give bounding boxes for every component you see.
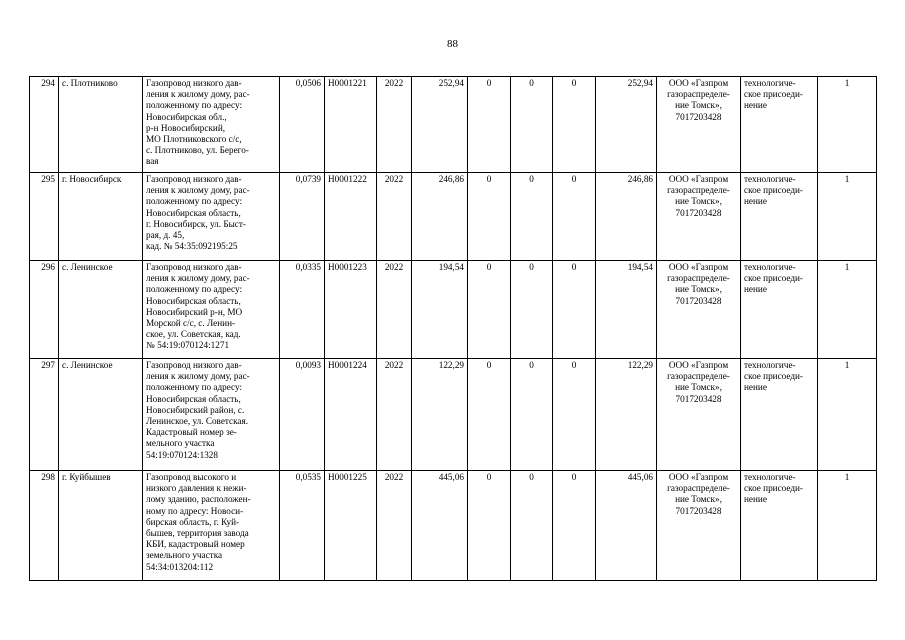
cell-organization-line: ООО «Газпром (668, 262, 729, 272)
cell-purpose-line: нение (744, 196, 767, 207)
cell-amount: 252,94 (596, 77, 657, 173)
cell-purpose-line: технологиче- (744, 174, 796, 184)
cell-description-line: мельного участка (146, 438, 215, 449)
cell-description-line: Новосибирский район, с. (146, 404, 245, 415)
cell-description-line: кад. № 54:35:092195:25 (146, 241, 238, 252)
cell-purpose-line: нение (744, 100, 767, 111)
cell-count: 1 (818, 359, 877, 471)
cell-organization-line: ООО «Газпром (668, 78, 729, 88)
cell-description-line: низкого давления к нежи- (146, 483, 247, 494)
cell-description-line: лому зданию, расположен- (146, 494, 251, 505)
cell-description-line: Новосибирская область, (146, 207, 241, 218)
cell-value-3: 0 (553, 77, 596, 173)
cell-description-line: ления к жилому дому, рас- (146, 371, 250, 382)
cell-settlement: с. Ленинское (59, 261, 143, 359)
table-row (30, 359, 877, 471)
cell-amount: 194,54 (596, 261, 657, 359)
cell-description (143, 173, 280, 261)
cell-settlement: с. Ленинское (59, 359, 143, 471)
cell-organization-line: ООО «Газпром (668, 360, 729, 370)
cell-purpose (741, 359, 818, 471)
cell-value-3: 0 (553, 359, 596, 471)
cell-description-line: положенному по адресу: (146, 196, 243, 207)
cell-description (143, 261, 280, 359)
cell-value-2: 0 (511, 77, 553, 173)
cell-description-line: г. Новосибирск, ул. Быст- (146, 218, 246, 229)
cell-description-line: Ленинское, ул. Советская. (146, 416, 249, 427)
cell-purpose-line: ское присоеди- (744, 89, 803, 100)
cell-description-line: Газопровод высокого и (146, 472, 237, 482)
cell-organization-line: ние Томск», (675, 196, 722, 207)
cell-description-line: Газопровод низкого дав- (146, 78, 242, 88)
cell-length: 0,0506 (280, 77, 325, 173)
cell-description (143, 77, 280, 173)
cell-organization (657, 173, 741, 261)
cell-total: 122,29 (412, 359, 468, 471)
cell-purpose (741, 173, 818, 261)
cell-value-1: 0 (468, 173, 511, 261)
cell-purpose (741, 261, 818, 359)
cell-settlement: г. Куйбышев (59, 471, 143, 581)
cell-description-line: 54:19:070124:1328 (146, 449, 218, 460)
cell-count: 1 (818, 173, 877, 261)
page-number: 88 (447, 38, 458, 50)
cell-code: Н0001225 (325, 471, 377, 581)
cell-description-line: Кадастровый номер зе- (146, 427, 237, 438)
cell-description-line: Новосибирская область, (146, 393, 241, 404)
cell-value-2: 0 (511, 173, 553, 261)
cell-organization (657, 359, 741, 471)
cell-row-number: 294 (30, 77, 59, 173)
cell-description-line: рая, д. 45, (146, 230, 185, 241)
cell-organization (657, 261, 741, 359)
cell-total: 252,94 (412, 77, 468, 173)
cell-row-number: 296 (30, 261, 59, 359)
cell-value-3: 0 (553, 261, 596, 359)
cell-description-line: ское, ул. Советская, кад. (146, 329, 241, 340)
cell-settlement: г. Новосибирск (59, 173, 143, 261)
cell-organization-line: ООО «Газпром (668, 472, 729, 482)
cell-code: Н0001224 (325, 359, 377, 471)
cell-row-number: 295 (30, 173, 59, 261)
cell-description-line: положенному по адресу: (146, 382, 243, 393)
table-row (30, 77, 877, 173)
cell-count: 1 (818, 261, 877, 359)
cell-description (143, 359, 280, 471)
table-row (30, 261, 877, 359)
cell-purpose-line: ское присоеди- (744, 371, 803, 382)
cell-description-line: Новосибирская область, (146, 295, 241, 306)
cell-description-line: бышев, территория завода (146, 528, 249, 539)
cell-value-2: 0 (511, 261, 553, 359)
cell-purpose (741, 471, 818, 581)
cell-total: 445,06 (412, 471, 468, 581)
cell-organization-line: 7017203428 (675, 111, 722, 122)
cell-count: 1 (818, 471, 877, 581)
cell-purpose-line: технологиче- (744, 78, 796, 88)
cell-organization-line: 7017203428 (675, 505, 722, 516)
cell-description-line: Газопровод низкого дав- (146, 360, 242, 370)
cell-value-1: 0 (468, 77, 511, 173)
cell-year: 2022 (377, 173, 412, 261)
cell-organization-line: 7017203428 (675, 295, 722, 306)
cell-purpose-line: технологиче- (744, 472, 796, 482)
cell-year: 2022 (377, 359, 412, 471)
cell-total: 246,86 (412, 173, 468, 261)
cell-row-number: 297 (30, 359, 59, 471)
cell-length: 0,0535 (280, 471, 325, 581)
cell-description-line: Газопровод низкого дав- (146, 174, 242, 184)
cell-description-line: 54:34:013204:112 (146, 561, 214, 572)
cell-description-line: положенному по адресу: (146, 100, 243, 111)
cell-value-1: 0 (468, 471, 511, 581)
cell-total: 194,54 (412, 261, 468, 359)
cell-organization-line: газораспределе- (667, 371, 730, 382)
cell-organization-line: газораспределе- (667, 89, 730, 100)
cell-amount: 246,86 (596, 173, 657, 261)
cell-description-line: ному по адресу: Новоси- (146, 505, 244, 516)
cell-purpose-line: нение (744, 284, 767, 295)
cell-length: 0,0093 (280, 359, 325, 471)
cell-purpose-line: ское присоеди- (744, 185, 803, 196)
cell-description-line: р-н Новосибирский, (146, 122, 226, 133)
table-row (30, 471, 877, 581)
cell-length: 0,0739 (280, 173, 325, 261)
cell-organization-line: ООО «Газпром (668, 174, 729, 184)
cell-description-line: МО Плотниковского с/с, (146, 134, 242, 145)
cell-purpose-line: нение (744, 382, 767, 393)
cell-year: 2022 (377, 261, 412, 359)
cell-description-line: КБИ, кадастровый номер (146, 539, 245, 550)
table-row (30, 173, 877, 261)
cell-value-2: 0 (511, 359, 553, 471)
cell-code: Н0001223 (325, 261, 377, 359)
cell-description-line: Газопровод низкого дав- (146, 262, 242, 272)
cell-value-3: 0 (553, 173, 596, 261)
cell-count: 1 (818, 77, 877, 173)
cell-row-number: 298 (30, 471, 59, 581)
cell-description-line: ления к жилому дому, рас- (146, 89, 250, 100)
cell-organization (657, 471, 741, 581)
cell-description-line: Новосибирский р-н, МО (146, 306, 243, 317)
cell-description (143, 471, 280, 581)
cell-amount: 122,29 (596, 359, 657, 471)
cell-description-line: Морской с/с, с. Ленин- (146, 318, 236, 329)
cell-value-3: 0 (553, 471, 596, 581)
cell-purpose-line: ское присоеди- (744, 273, 803, 284)
cell-organization-line: газораспределе- (667, 273, 730, 284)
cell-purpose-line: ское присоеди- (744, 483, 803, 494)
cell-value-1: 0 (468, 261, 511, 359)
cell-description-line: вая (146, 156, 159, 167)
cell-code: Н0001222 (325, 173, 377, 261)
cell-purpose-line: технологиче- (744, 360, 796, 370)
cell-purpose-line: нение (744, 494, 767, 505)
cell-value-1: 0 (468, 359, 511, 471)
cell-length: 0,0335 (280, 261, 325, 359)
cell-description-line: бирская область, г. Куй- (146, 516, 240, 527)
cell-organization-line: ние Томск», (675, 382, 722, 393)
cell-year: 2022 (377, 471, 412, 581)
cell-organization-line: ние Томск», (675, 494, 722, 505)
cell-organization-line: 7017203428 (675, 207, 722, 218)
cell-purpose (741, 77, 818, 173)
cell-description-line: ления к жилому дому, рас- (146, 185, 250, 196)
cell-description-line: земельного участка (146, 550, 223, 561)
cell-settlement: с. Плотниково (59, 77, 143, 173)
cell-organization-line: ние Томск», (675, 100, 722, 111)
cell-organization-line: ние Томск», (675, 284, 722, 295)
cell-organization-line: 7017203428 (675, 393, 722, 404)
cell-year: 2022 (377, 77, 412, 173)
data-table (29, 76, 877, 581)
cell-organization-line: газораспределе- (667, 185, 730, 196)
cell-organization (657, 77, 741, 173)
cell-description-line: положенному по адресу: (146, 284, 243, 295)
cell-amount: 445,06 (596, 471, 657, 581)
cell-description-line: ления к жилому дому, рас- (146, 273, 250, 284)
cell-purpose-line: технологиче- (744, 262, 796, 272)
cell-value-2: 0 (511, 471, 553, 581)
cell-description-line: № 54:19:070124:1271 (146, 340, 230, 351)
cell-organization-line: газораспределе- (667, 483, 730, 494)
cell-description-line: с. Плотниково, ул. Берего- (146, 145, 249, 156)
cell-code: Н0001221 (325, 77, 377, 173)
cell-description-line: Новосибирская обл., (146, 111, 227, 122)
